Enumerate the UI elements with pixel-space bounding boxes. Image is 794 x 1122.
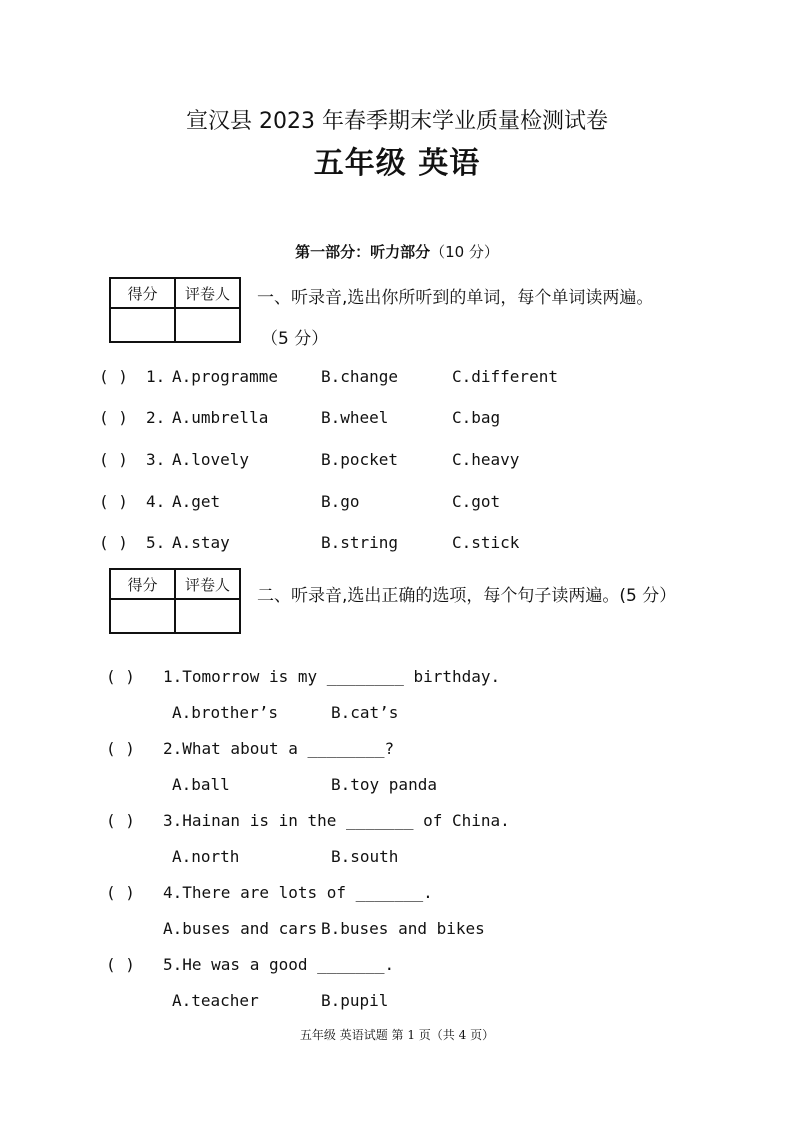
option-a: A.get [172, 492, 221, 511]
option-a: A.brother’s [172, 703, 278, 722]
option-b: B.pupil [321, 991, 389, 1010]
option-a: A.programme [172, 367, 278, 386]
grader-header: 评卷人 [175, 278, 240, 308]
option-a: A.stay [172, 533, 230, 552]
option-c: C.bag [452, 408, 501, 427]
part-heading [0, 241, 794, 262]
option-b: B.south [331, 847, 399, 866]
question-number: 3. [146, 450, 166, 469]
grader-header: 评卷人 [175, 569, 240, 599]
grader-cell[interactable] [175, 308, 240, 342]
part-label: 第一部分：听力部分 [295, 243, 431, 261]
question-stem: 1.Tomorrow is my ________ birthday. [163, 667, 501, 686]
exam-subject-title: 五年级 英语 [313, 146, 481, 181]
score-cell[interactable] [110, 599, 175, 633]
answer-paren[interactable]: ( ) [99, 450, 128, 469]
answer-paren[interactable]: ( ) [99, 408, 128, 427]
grader-cell[interactable] [175, 599, 240, 633]
answer-paren[interactable]: ( ) [106, 883, 135, 902]
option-a: A.north [172, 847, 240, 866]
option-b: B.pocket [321, 450, 399, 469]
option-b: B.toy panda [331, 775, 437, 794]
score-header: 得分 [110, 278, 175, 308]
option-c: C.got [452, 492, 501, 511]
question-number: 5. [146, 533, 166, 552]
question-number: 1. [146, 367, 166, 386]
option-b: B.buses and bikes [321, 919, 485, 938]
option-b: B.cat’s [331, 703, 399, 722]
answer-paren[interactable]: ( ) [106, 667, 135, 686]
option-a: A.buses and cars [163, 919, 318, 938]
score-table-2 [109, 568, 241, 634]
option-a: A.teacher [172, 991, 259, 1010]
part-points: （10 分） [430, 243, 499, 261]
answer-paren[interactable]: ( ) [106, 739, 135, 758]
option-b: B.wheel [321, 408, 389, 427]
option-a: A.lovely [172, 450, 250, 469]
option-c: C.stick [452, 533, 520, 552]
section1-points: （5 分） [261, 329, 329, 349]
question-stem: 3.Hainan is in the _______ of China. [163, 811, 510, 830]
score-header: 得分 [110, 569, 175, 599]
score-cell[interactable] [110, 308, 175, 342]
section1-instruction: 一、听录音,选出你所听到的单词，每个单词读两遍。 [257, 288, 654, 308]
option-a: A.umbrella [172, 408, 269, 427]
question-number: 4. [146, 492, 166, 511]
answer-paren[interactable]: ( ) [99, 533, 128, 552]
answer-paren[interactable]: ( ) [106, 955, 135, 974]
question-stem: 2.What about a ________? [163, 739, 395, 758]
section2-instruction: 二、听录音,选出正确的选项，每个句子读两遍。(5 分） [257, 586, 677, 606]
answer-paren[interactable]: ( ) [99, 492, 128, 511]
score-table-1 [109, 277, 241, 343]
question-stem: 5.He was a good _______. [163, 955, 395, 974]
option-b: B.string [321, 533, 399, 552]
answer-paren[interactable]: ( ) [99, 367, 128, 386]
question-number: 2. [146, 408, 166, 427]
option-b: B.change [321, 367, 399, 386]
question-stem: 4.There are lots of _______. [163, 883, 433, 902]
page-footer: 五年级 英语试题 第 1 页（共 4 页） [299, 1028, 495, 1042]
option-b: B.go [321, 492, 360, 511]
answer-paren[interactable]: ( ) [106, 811, 135, 830]
option-a: A.ball [172, 775, 230, 794]
option-c: C.heavy [452, 450, 520, 469]
option-c: C.different [452, 367, 558, 386]
exam-title: 宣汉县 2023 年春季期末学业质量检测试卷 [186, 109, 608, 134]
